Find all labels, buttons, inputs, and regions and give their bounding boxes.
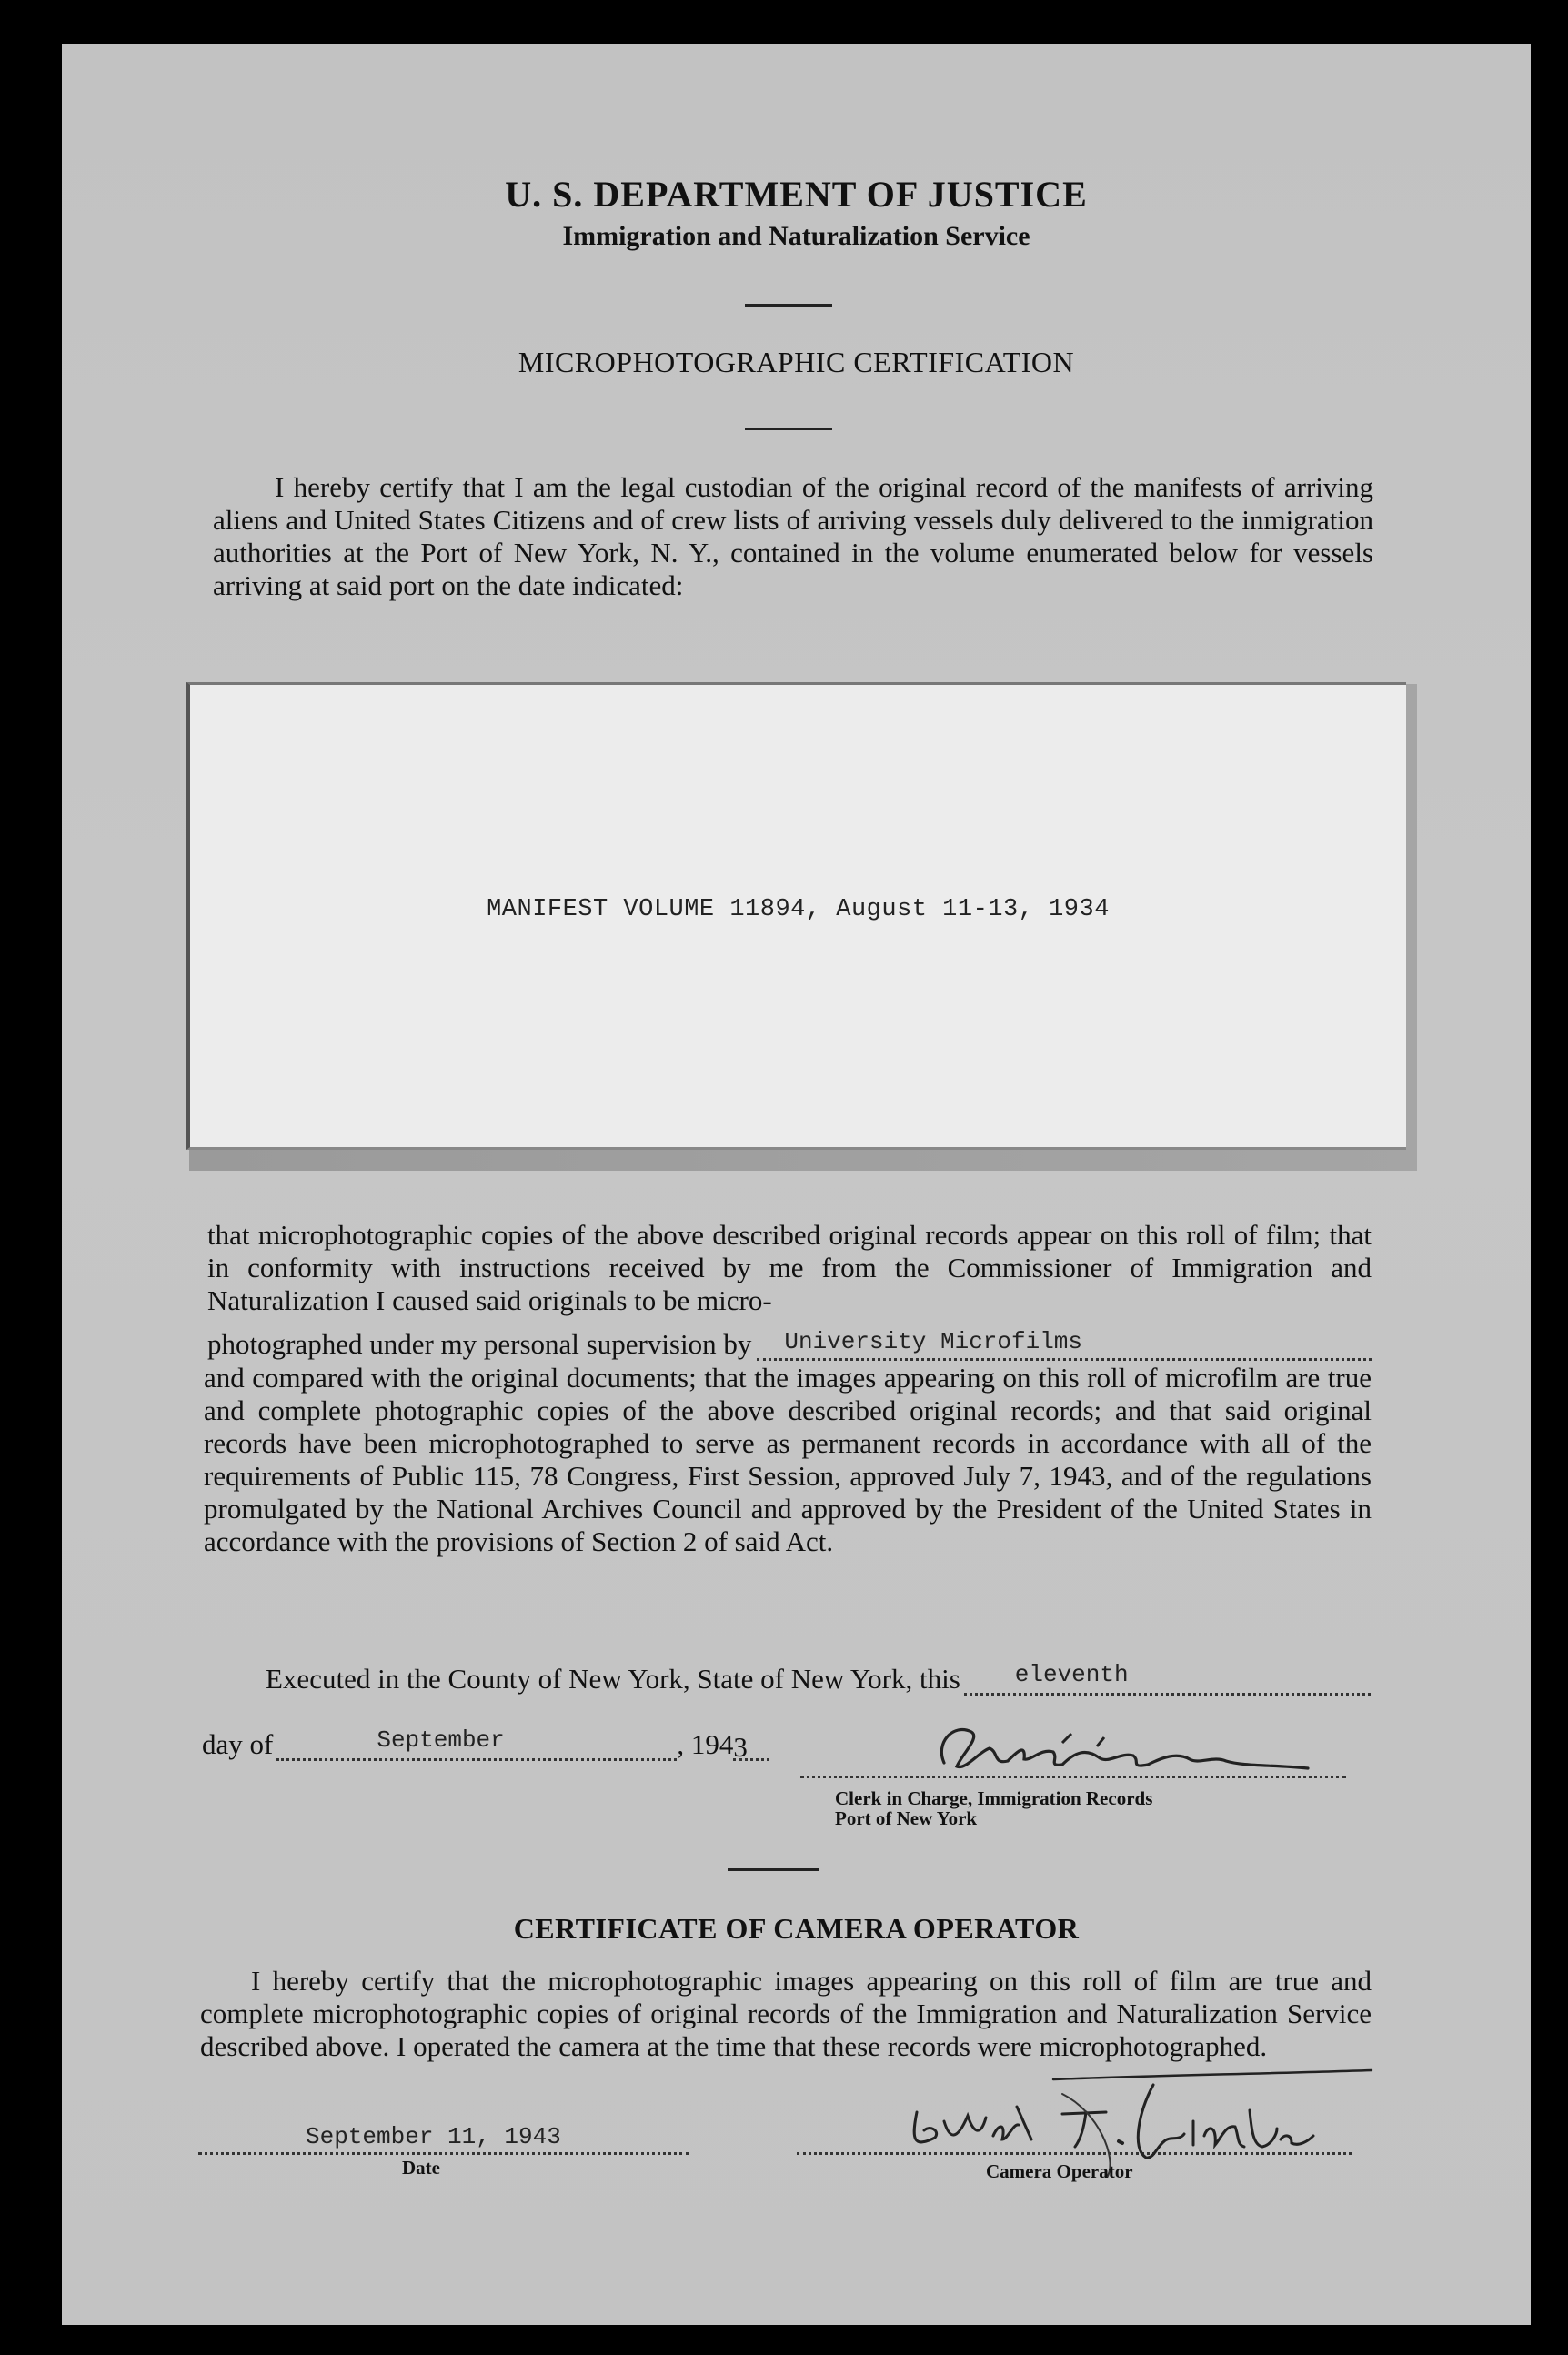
date-label: Date [402,2157,440,2179]
service-subtitle: Immigration and Naturalization Service [562,221,1030,251]
clerk-title-line2: Port of New York [835,1807,978,1829]
manifest-volume-text: MANIFEST VOLUME 11894, August 11-13, 1934 [487,896,1110,923]
supervision-prefix: photographed under my personal supervision by [207,1328,752,1360]
executed-line [266,1663,1371,1696]
executed-day-value: eleventh [1014,1661,1129,1688]
divider-rule-1 [745,304,832,307]
camera-certificate-paragraph: I hereby certify that the microphotographic images appearing on this roll of film are true and complete microphotographic copies of original records of the Immigration and Naturalization Service described above. I operated the camera at the time that these records were microphotographed. [200,1965,1372,2062]
executed-prefix: Executed in the County of New York, State of New York, this [266,1663,960,1695]
supervision-line [207,1328,1372,1361]
supervisor-value: University Microfilms [784,1328,1083,1355]
date-field [198,2125,689,2155]
supervisor-field [757,1328,1372,1361]
clerk-signature-line [800,1772,1346,1778]
month-field [276,1726,677,1761]
operator-signature-line [797,2125,1352,2155]
day-of-line [202,1728,893,1761]
operator-signature [880,2058,1390,2185]
divider-rule-2 [745,428,832,430]
year-digit: 3 [733,1731,748,1763]
certificate-page [62,44,1531,2325]
month-value: September [377,1726,505,1754]
department-title: U. S. DEPARTMENT OF JUSTICE [505,174,1088,215]
copies-paragraph-part2: and compared with the original documents; that the images appearing on this roll of microfilm are true and complete photographic copies of the above described original records; and that said original records have been microphotographed to serve as permanent records in accordance with all of the requirements of Public 115, 78 Congress, First Session, approved July 7, 1943, and of the regulations promulgated by the National Archives Council and approved by the President of the United States in accordance with the provisions of Section 2 of said Act. [204,1362,1372,1557]
year-prefix: , 194 [677,1728,734,1760]
clerk-title-line1: Clerk in Charge, Immigration Records [835,1787,1153,1809]
divider-rule-3 [728,1868,819,1871]
year-field [733,1731,769,1761]
section-title: MICROPHOTOGRAPHIC CERTIFICATION [518,346,1075,378]
date-value: September 11, 1943 [306,2123,561,2150]
custodian-paragraph: I hereby certify that I am the legal custodian of the original record of the manifests of arriving aliens and United States Citizens and of crew lists of arriving vessels duly delivered to the inmigration authorities at the Port of New York, N. Y., contained in the volume enumerated below for vessels arriving at said port on the date indicated: [213,471,1373,601]
executed-day-field [964,1661,1371,1696]
camera-certificate-title: CERTIFICATE OF CAMERA OPERATOR [513,1912,1080,1945]
copies-paragraph-part1: that microphotographic copies of the above described original records appear on this roll of film; that in conformity with instructions received by me from the Commissioner of Immigration and Naturalization I caused said originals to be micro- [207,1219,1372,1316]
manifest-card [186,682,1406,1150]
operator-label: Camera Operator [986,2160,1133,2182]
clerk-title [835,1788,1308,1828]
day-of-label: day of [202,1728,274,1760]
